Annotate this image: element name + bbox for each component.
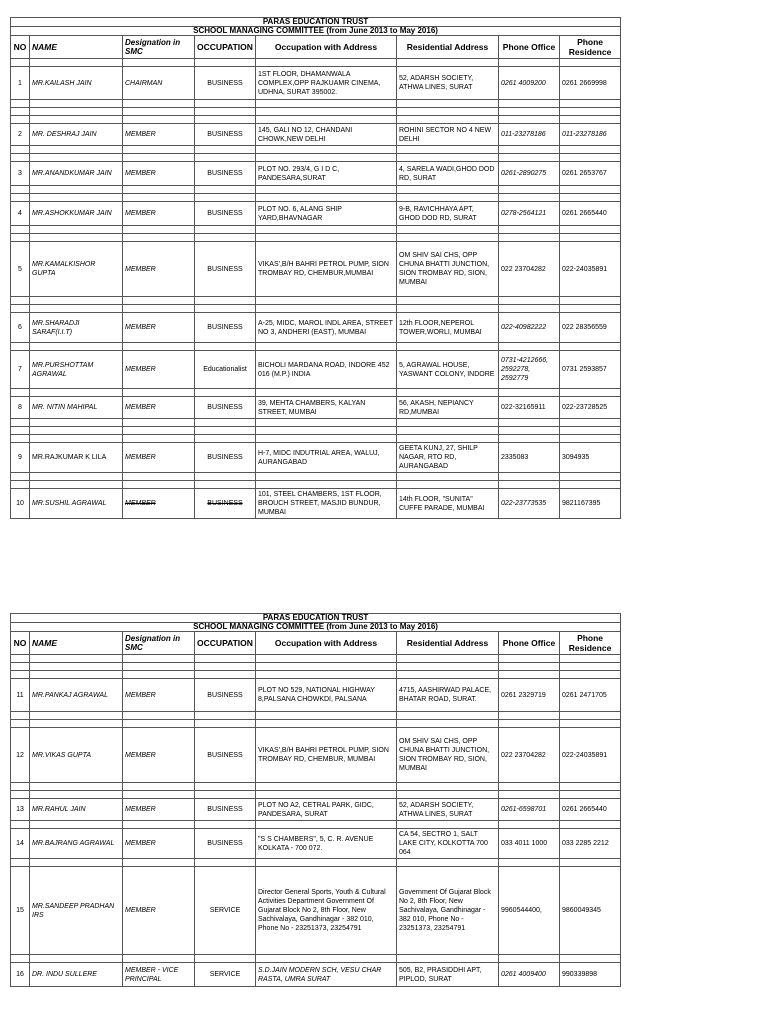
member-occ-address: PLOT NO. 6, ALANG SHIP YARD,BHAVNAGAR [256,202,397,226]
table-row [11,963,721,987]
member-res-address: GEETA KUNJ, 27, SHILP NAGAR, RTO RD, AURANGABAD [397,443,499,473]
member-phone-residence: 0261 2665440 [560,202,621,226]
member-name: MR.ASHOKKUMAR JAIN [30,202,123,226]
member-phone-residence: 9860049345 [560,867,621,955]
member-designation: MEMBER [123,443,195,473]
member-res-address: 52, ADARSH SOCIETY, ATHWA LINES, SURAT [397,799,499,821]
col-header-occupation: OCCUPATION [195,36,256,59]
table-row [11,242,721,297]
member-occ-address: Director General Sports, Youth & Cultural Activities Department Government Of Gujarat Block No 2, 8th Floor, New Sachivalaya, Gandhinagar - 382 010, Phone No - 23251373, 23254791 [256,867,397,955]
member-occ-address: 1ST FLOOR, DHAMANWALA COMPLEX,OPP RAJKUAMR CINEMA, UDHNA, SURAT 395002. [256,67,397,100]
row-no: 13 [11,799,30,821]
table-row [11,162,721,186]
row-no: 16 [11,963,30,987]
member-phone-residence: 022-24035891 [560,728,621,783]
col-header-res-address: Residential Address [397,632,499,655]
member-occupation: BUSINESS [195,202,256,226]
member-name: MR.KAILASH JAIN [30,67,123,100]
member-designation: CHAIRMAN [123,67,195,100]
row-no: 9 [11,443,30,473]
member-designation: MEMBER [123,867,195,955]
member-occupation: BUSINESS [195,124,256,146]
member-occ-address: PLOT NO 529, NATIONAL HIGHWAY 8,PALSANA CHOWKDI, PALSANA [256,679,397,712]
col-header-phone-residence: Phone Residence [560,632,621,655]
member-occ-address: S.D.JAIN MODERN SCH, VESU CHAR RASTA, UMRA SURAT [256,963,397,987]
table-row [11,351,721,389]
col-header-occ-address: Occupation with Address [256,632,397,655]
member-phone-office: 0261-6598701 [499,799,560,821]
member-occupation: BUSINESS [195,162,256,186]
member-phone-office: 022-23773535 [499,489,560,519]
row-no: 14 [11,829,30,859]
member-phone-residence: 033 2285 2212 [560,829,621,859]
member-occupation: BUSINESS [195,67,256,100]
member-phone-office: 2335083 [499,443,560,473]
row-no: 12 [11,728,30,783]
member-phone-residence: 0261 2471705 [560,679,621,712]
member-phone-office: 022 23704282 [499,728,560,783]
row-no: 3 [11,162,30,186]
row-no: 4 [11,202,30,226]
member-occupation: BUSINESS [195,728,256,783]
committee-subtitle: SCHOOL MANAGING COMMITTEE (from June 2013 to May 2016) [11,623,621,632]
member-phone-office: 022 23704282 [499,242,560,297]
member-designation: MEMBER [123,829,195,859]
member-occupation: BUSINESS [195,242,256,297]
member-occupation: BUSINESS [195,489,256,519]
member-designation: MEMBER [123,313,195,343]
member-phone-office: 0731-4212666, 2592278, 2592779 [499,351,560,389]
member-occ-address: VIKAS',B/H BAHRI PETROL PUMP, SION TROMBAY RD, CHEMBUR, MUMBAI [256,728,397,783]
member-designation: MEMBER [123,351,195,389]
member-res-address: 12th FLOOR,NEPEROL TOWER,WORLI, MUMBAI [397,313,499,343]
member-res-address: ROHINI SECTOR NO 4 NEW DELHI [397,124,499,146]
row-no: 2 [11,124,30,146]
member-occ-address: 145, GALI NO 12, CHANDANI CHOWK,NEW DELHI [256,124,397,146]
member-designation: MEMBER [123,202,195,226]
member-name: MR. DESHRAJ JAIN [30,124,123,146]
member-occ-address: BICHOLI MARDANA ROAD, INDORE 452 016 (M.P.) INDIA [256,351,397,389]
member-phone-office: 022-40982222 [499,313,560,343]
member-occ-address: "S S CHAMBERS", 5, C. R. AVENUE KOLKATA - 700 072. [256,829,397,859]
member-occupation: BUSINESS [195,397,256,419]
member-name: MR. NITIN MAHIPAL [30,397,123,419]
member-occ-address: PLOT NO A2, CETRAL PARK, GIDC, PANDESARA, SURAT [256,799,397,821]
row-no: 5 [11,242,30,297]
table-row [11,728,721,783]
member-designation: MEMBER [123,679,195,712]
table-row [11,443,721,473]
member-phone-residence: 0261 2669998 [560,67,621,100]
col-header-no: NO [11,36,30,59]
member-designation: MEMBER - VICE PRINCIPAL [123,963,195,987]
member-name: MR.SANDEEP PRADHAN IRS [30,867,123,955]
member-name: MR.VIKAS GUPTA [30,728,123,783]
member-occ-address: PLOT NO. 293/4, G I D C, PANDESARA,SURAT [256,162,397,186]
member-occupation: BUSINESS [195,829,256,859]
member-name: MR.ANANDKUMAR JAIN [30,162,123,186]
member-name: MR.SUSHIL AGRAWAL [30,489,123,519]
member-name: MR.RAJKUMAR K LILA [30,443,123,473]
table-row [11,679,721,712]
row-no: 1 [11,67,30,100]
row-no: 15 [11,867,30,955]
col-header-res-address: Residential Address [397,36,499,59]
member-designation: MEMBER [123,397,195,419]
committee-table-page-1 [10,17,720,519]
member-occupation: SERVICE [195,963,256,987]
table-row [11,799,721,821]
table-row [11,202,721,226]
member-phone-office: 0261 4009400 [499,963,560,987]
table-row [11,489,721,519]
col-header-occupation: OCCUPATION [195,632,256,655]
member-designation: MEMBER [123,242,195,297]
member-phone-residence: 990339898 [560,963,621,987]
member-phone-residence: 3094935 [560,443,621,473]
member-designation: MEMBER [123,799,195,821]
member-occupation: BUSINESS [195,799,256,821]
member-res-address: 14th FLOOR, "SUNITA" CUFFE PARADE, MUMBAI [397,489,499,519]
member-res-address: Government Of Gujarat Block No 2, 8th Floor, New Sachivalaya, Gandhinagar - 382 010, Phone No - 23251373, 23254791 [397,867,499,955]
member-phone-residence: 0731 2593857 [560,351,621,389]
member-occ-address: 39, MEHTA CHAMBERS, KALYAN STREET, MUMBAI [256,397,397,419]
member-name: MR.BAJRANG AGRAWAL [30,829,123,859]
member-phone-office: 0261 4009200 [499,67,560,100]
member-res-address: 52, ADARSH SOCIETY, ATHWA LINES, SURAT [397,67,499,100]
member-designation: MEMBER [123,489,195,519]
member-designation: MEMBER [123,124,195,146]
row-no: 7 [11,351,30,389]
member-res-address: 5, AGRAWAL HOUSE, YASWANT COLONY, INDORE [397,351,499,389]
table-row [11,829,721,859]
member-phone-residence: 9821167395 [560,489,621,519]
member-res-address: 9-B, RAVICHHAYA APT, GHOD DOD RD, SURAT [397,202,499,226]
col-header-phone-residence: Phone Residence [560,36,621,59]
member-name: MR.PANKAJ AGRAWAL [30,679,123,712]
member-phone-office: 0261 2329719 [499,679,560,712]
row-no: 8 [11,397,30,419]
member-res-address: 505, B2, PRASIDDHI APT, PIPLOD, SURAT [397,963,499,987]
col-header-designation: Designation in SMC [123,632,195,655]
member-name: DR. INDU SULLERE [30,963,123,987]
member-name: MR.SHARADJI SARAF(I.I.T) [30,313,123,343]
member-occupation: BUSINESS [195,313,256,343]
member-occupation: BUSINESS [195,679,256,712]
member-phone-residence: 022-23728525 [560,397,621,419]
col-header-name: NAME [30,632,123,655]
member-occ-address: 101, STEEL CHAMBERS, 1ST FLOOR, BROUCH STREET, MASJID BUNDUR, MUMBAI [256,489,397,519]
member-name: MR.KAMALKISHOR GUPTA [30,242,123,297]
member-phone-residence: 022 28356559 [560,313,621,343]
member-phone-office: 9960544400, [499,867,560,955]
member-occ-address: H-7, MIDC INDUTRIAL AREA, WALUJ, AURANGABAD [256,443,397,473]
member-phone-office: 011-23278186 [499,124,560,146]
col-header-designation: Designation in SMC [123,36,195,59]
table-row [11,67,721,100]
member-phone-office: 022-32165911 [499,397,560,419]
member-phone-office: 0278-2564121 [499,202,560,226]
table-row [11,397,721,419]
committee-table-page-2 [10,613,720,987]
member-phone-residence: 0261 2653767 [560,162,621,186]
row-no: 6 [11,313,30,343]
trust-title: PARAS EDUCATION TRUST [11,18,621,27]
member-res-address: OM SHIV SAI CHS, OPP CHUNA BHATTI JUNCTION, SION TROMBAY RD, SION, MUMBAI [397,242,499,297]
member-res-address: 4, SARELA WADI,GHOD DOD RD, SURAT [397,162,499,186]
member-phone-office: 033 4011 1000 [499,829,560,859]
member-phone-residence: 011-23278186 [560,124,621,146]
member-res-address: 56, AKASH, NEPIANCY RD,MUMBAI [397,397,499,419]
table-row [11,124,721,146]
member-res-address: 4715, AASHIRWAD PALACE, BHATAR ROAD, SURAT. [397,679,499,712]
member-occupation: Educationalist [195,351,256,389]
member-designation: MEMBER [123,162,195,186]
member-phone-residence: 022-24035891 [560,242,621,297]
member-occ-address: A-25, MIDC, MAROL INDL AREA, STREET NO 3, ANDHERI (EAST), MUMBAI [256,313,397,343]
col-header-no: NO [11,632,30,655]
row-no: 11 [11,679,30,712]
member-phone-residence: 0261 2665440 [560,799,621,821]
trust-title: PARAS EDUCATION TRUST [11,614,621,623]
member-occupation: SERVICE [195,867,256,955]
member-occ-address: VIKAS',B/H BAHRI PETROL PUMP, SION TROMBAY RD, CHEMBUR,MUMBAI [256,242,397,297]
member-name: MR.PURSHOTTAM AGRAWAL [30,351,123,389]
committee-subtitle: SCHOOL MANAGING COMMITTEE (from June 2013 to May 2016) [11,27,621,36]
row-no: 10 [11,489,30,519]
member-res-address: CA 54, SECTRO 1, SALT LAKE CITY, KOLKOTTA 700 064 [397,829,499,859]
table-row [11,313,721,343]
col-header-name: NAME [30,36,123,59]
col-header-phone-office: Phone Office [499,36,560,59]
member-occupation: BUSINESS [195,443,256,473]
member-name: MR.RAHUL JAIN [30,799,123,821]
col-header-phone-office: Phone Office [499,632,560,655]
col-header-occ-address: Occupation with Address [256,36,397,59]
member-phone-office: 0261-2890275 [499,162,560,186]
member-designation: MEMBER [123,728,195,783]
table-row [11,867,721,955]
member-res-address: OM SHIV SAI CHS, OPP CHUNA BHATTI JUNCTION, SION TROMBAY RD, SION, MUMBAI [397,728,499,783]
